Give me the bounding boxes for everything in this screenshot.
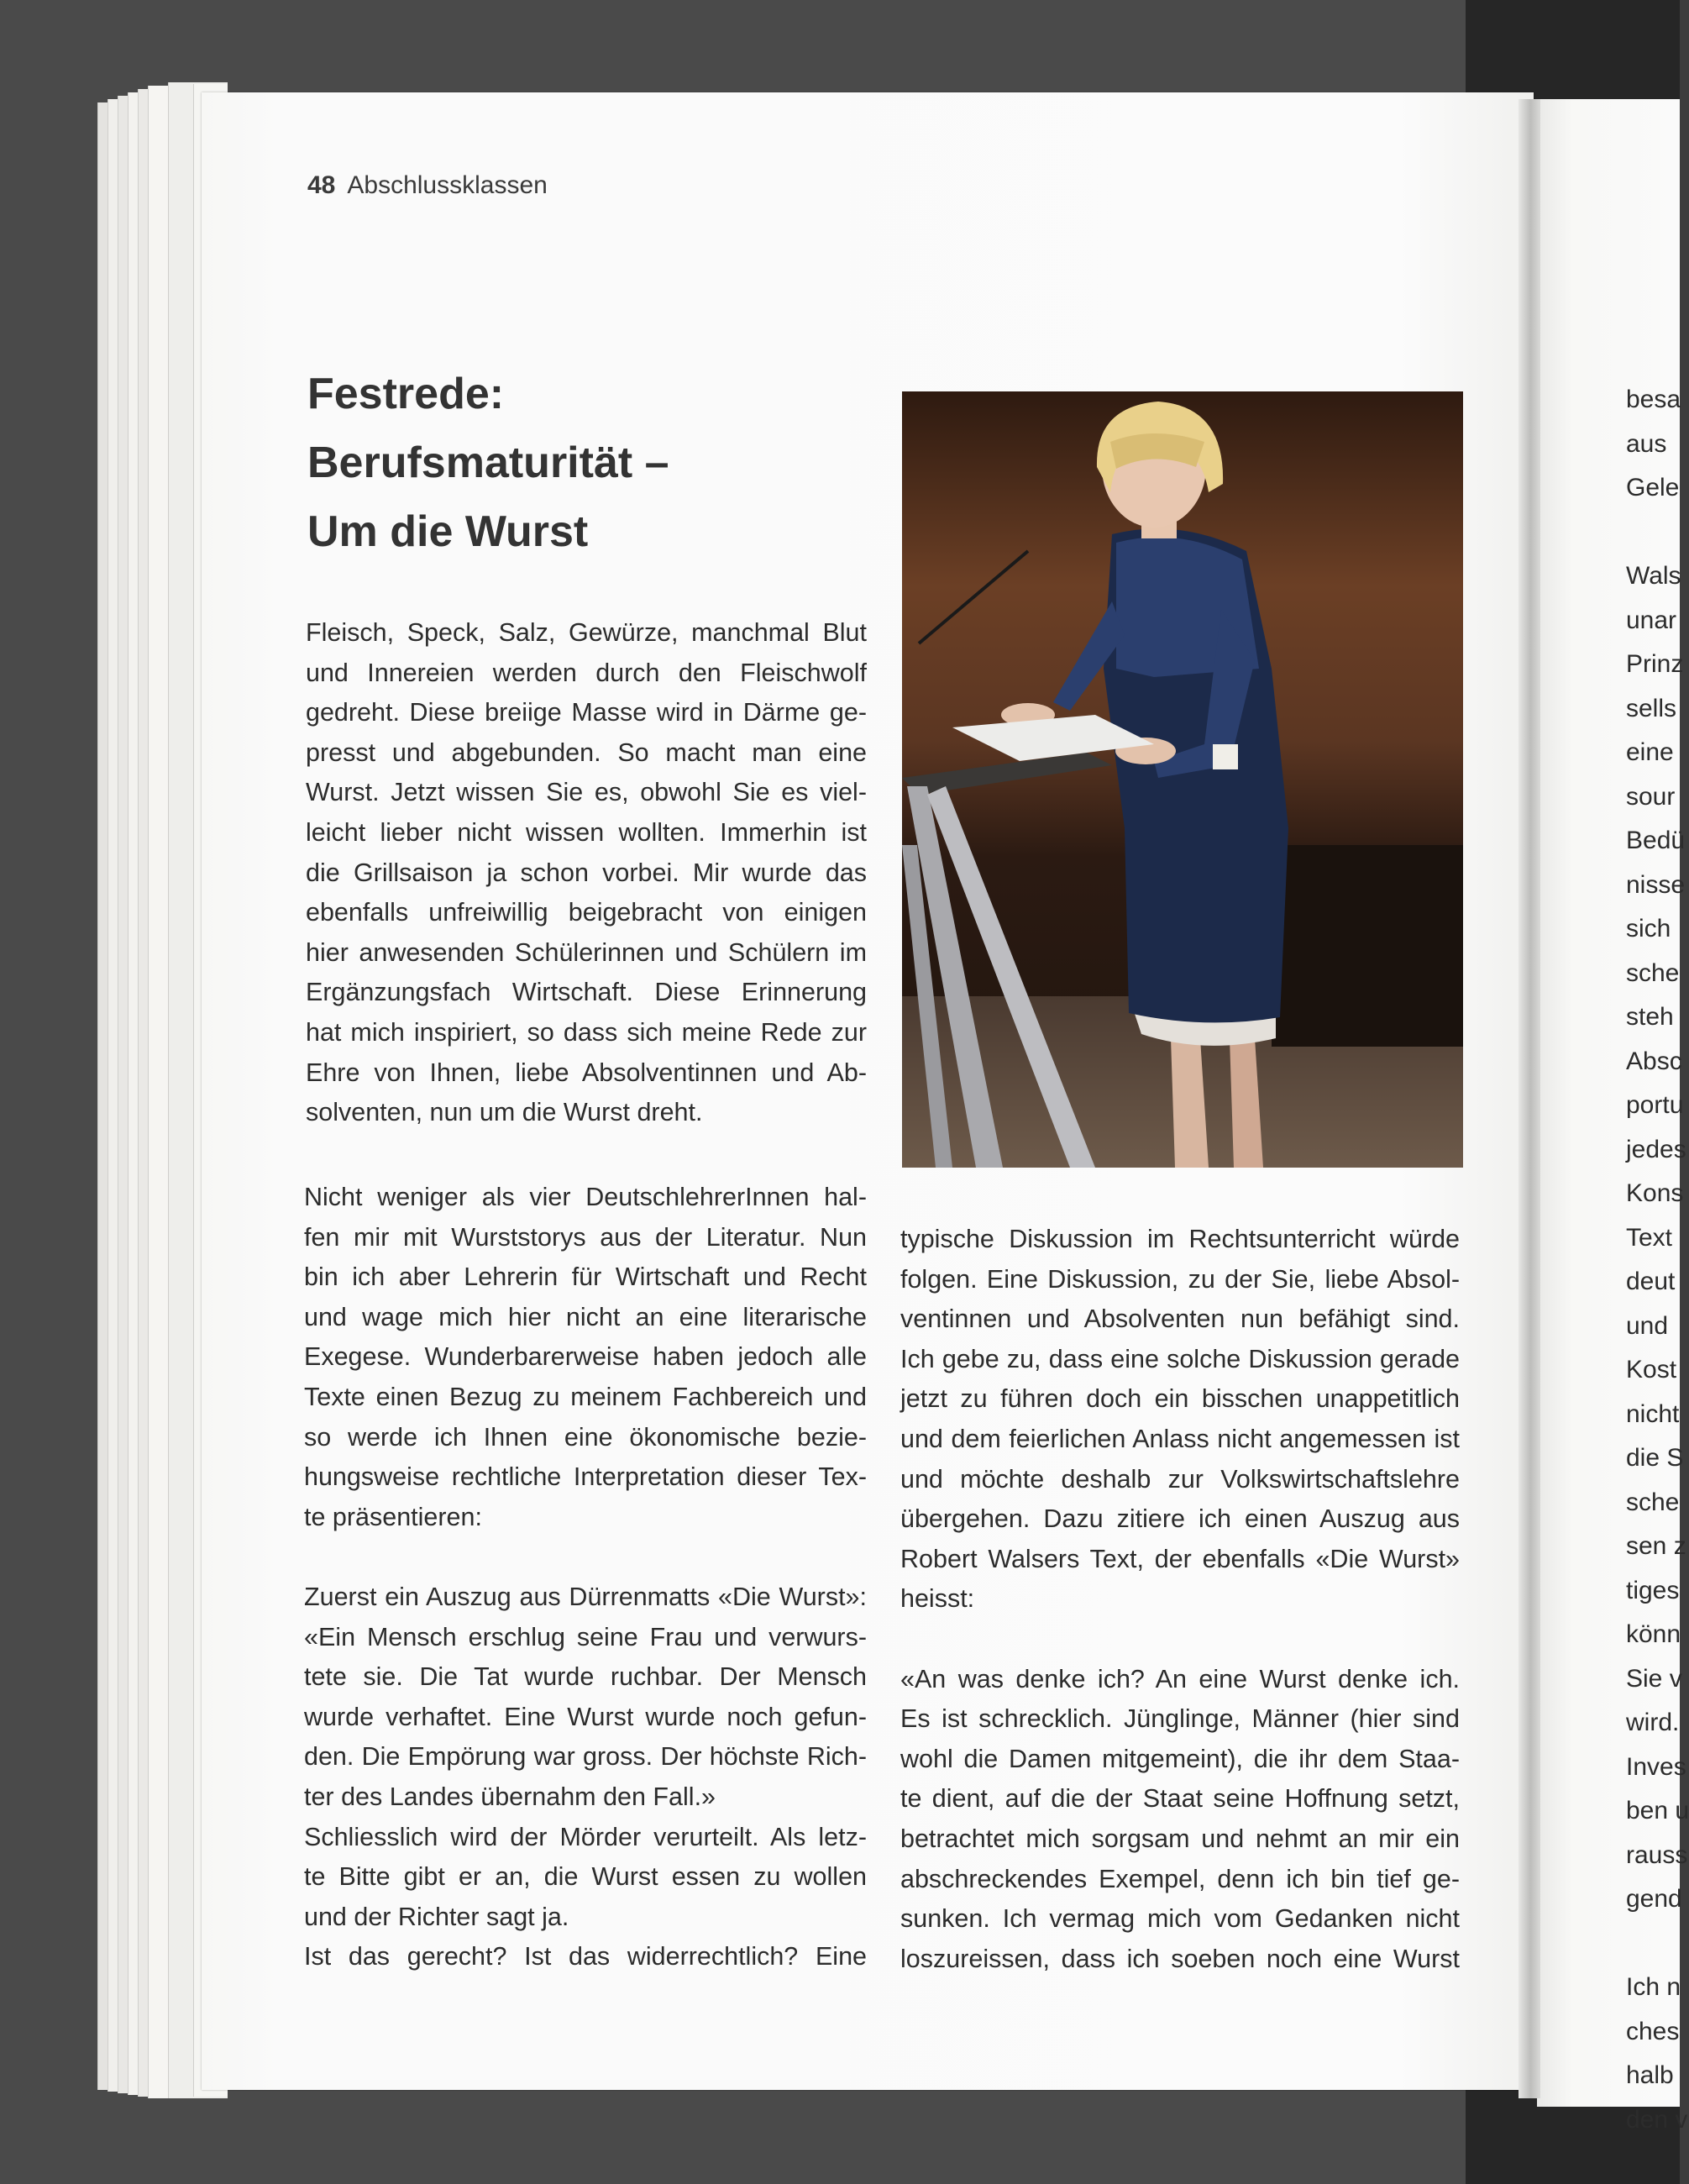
text-line: und dem feierlichen Anlass nicht angemessen ist <box>900 1424 1460 1453</box>
text-line: leicht lieber nicht wissen wollten. Immerhin ist <box>306 817 867 847</box>
text-line: Ist das gerecht? Ist das widerrechtlich? Eine <box>304 1942 867 1971</box>
title-line: Berufsmaturität – <box>307 438 669 487</box>
text-line-fragment: nisse <box>1626 870 1686 899</box>
text-line-fragment: steh <box>1626 1003 1674 1031</box>
text-line-fragment: sche <box>1626 958 1680 987</box>
text-line-fragment: den v <box>1626 2105 1688 2134</box>
text-line: und der Richter sagt ja. <box>304 1902 569 1931</box>
text-line-fragment: Absc <box>1626 1047 1682 1075</box>
text-line: te präsentieren: <box>304 1502 482 1531</box>
page-number: 48 <box>307 171 336 199</box>
paragraph-gap <box>304 1537 867 1578</box>
title-line: Festrede: <box>307 370 505 418</box>
text-line: folgen. Eine Diskussion, zu der Sie, liebe Absol- <box>900 1264 1460 1294</box>
text-line: Es ist schrecklich. Jünglinge, Männer (hier sind <box>900 1704 1460 1734</box>
text-line-fragment: sells <box>1626 694 1677 722</box>
text-line-fragment: könn <box>1626 1620 1681 1648</box>
paragraph-gap <box>1626 511 1680 555</box>
text-line-fragment: die S <box>1626 1444 1684 1472</box>
text-line-fragment: besa <box>1626 386 1681 413</box>
text-line: die Grillsaison ja schon vorbei. Mir wurde das <box>306 858 867 887</box>
text-line: wurde verhaftet. Eine Wurst wurde noch gefun- <box>304 1702 867 1731</box>
text-line: solventen, nun um die Wurst dreht. <box>306 1098 703 1127</box>
text-line: Schliesslich wird der Mörder verurteilt. Als letz- <box>304 1822 867 1851</box>
text-line-fragment: nicht <box>1626 1399 1680 1428</box>
text-line-fragment: aus <box>1626 429 1667 458</box>
text-line-fragment: ben u <box>1626 1797 1689 1824</box>
text-line: hungsweise rechtliche Interpretation dieser Tex- <box>304 1462 867 1492</box>
text-line-fragment: und <box>1626 1311 1669 1340</box>
text-line: so werde ich Ihnen eine ökonomische bezie- <box>304 1422 867 1452</box>
text-line-fragment: sche <box>1626 1488 1680 1516</box>
text-line: den. Die Empörung war gross. Der höchste Rich- <box>304 1742 867 1772</box>
paragraph-gap <box>900 1620 1460 1660</box>
speaker-photo-illustration <box>902 391 1463 1168</box>
text-line: Ergänzungsfach Wirtschaft. Diese Erinnerung <box>306 978 867 1007</box>
text-line: bin ich aber Lehrerin für Wirtschaft und Recht <box>304 1263 867 1292</box>
book-spine <box>1519 99 1540 2098</box>
text-line: Ehre von Ihnen, liebe Absolventinnen und Ab- <box>306 1058 867 1087</box>
text-line-fragment: Ich n <box>1626 1973 1681 2001</box>
article-column-right <box>900 1220 1460 1979</box>
text-line-fragment: Prinz <box>1626 650 1684 678</box>
text-line: Fleisch, Speck, Salz, Gewürze, manchmal Blut <box>306 618 867 647</box>
next-page-column <box>1626 378 1689 2142</box>
text-line: Wurst. Jetzt wissen Sie es, obwohl Sie es viel- <box>306 778 867 807</box>
text-line: loszureissen, dass ich soeben noch eine Wurst <box>900 1944 1460 1973</box>
text-line: wohl die Damen mitgemeint), die ihr dem Staa- <box>900 1744 1460 1773</box>
speaker-photo <box>902 391 1463 1168</box>
running-head <box>307 171 548 200</box>
text-line: te Bitte gibt er an, die Wurst essen zu wollen <box>304 1862 867 1892</box>
article-column-left-bottom <box>304 1178 867 1977</box>
paragraph-gap <box>1626 1922 1680 1966</box>
text-line-fragment: eine <box>1626 738 1674 766</box>
text-line-fragment: Kons <box>1626 1179 1684 1207</box>
text-line: heisst: <box>900 1584 975 1614</box>
text-line: hat mich inspiriert, so dass sich meine Rede zur <box>306 1017 867 1047</box>
text-line: gedreht. Diese breiige Masse wird in Därme ge- <box>306 698 867 727</box>
text-line: ter des Landes übernahm den Fall.» <box>304 1782 716 1811</box>
text-line: und möchte deshalb zur Volkswirtschaftslehre <box>900 1464 1460 1494</box>
text-line-fragment: sen z <box>1626 1532 1686 1560</box>
text-line: «Ein Mensch erschlug seine Frau und verwurs- <box>304 1622 867 1651</box>
text-line-fragment: gend <box>1626 1885 1682 1913</box>
text-line-fragment: Bedü <box>1626 827 1686 854</box>
text-line: ventinnen und Absolventen nun befähigt sind. <box>900 1305 1460 1334</box>
text-line-fragment: Text <box>1626 1223 1673 1252</box>
text-line: Robert Walsers Text, der ebenfalls «Die Wurst» <box>900 1544 1460 1573</box>
text-line: tete sie. Die Tat wurde ruchbar. Der Mensch <box>304 1662 867 1692</box>
text-line: Nicht weniger als vier DeutschlehrerInnen hal- <box>304 1183 867 1211</box>
text-line: betrachtet mich sorgsam und nehmt an mir ein <box>900 1824 1460 1853</box>
text-line-fragment: deut <box>1626 1268 1676 1295</box>
section-title: Abschlussklassen <box>347 171 548 199</box>
text-line: sunken. Ich vermag mich vom Gedanken nicht <box>900 1904 1460 1934</box>
text-line: ebenfalls unfreiwillig beigebracht von einigen <box>306 898 867 927</box>
text-line-fragment: sour <box>1626 782 1676 811</box>
text-line: jetzt zu führen doch ein bisschen unappetitlich <box>900 1384 1460 1414</box>
text-line: Exegese. Wunderbarerweise haben jedoch alle <box>304 1342 867 1372</box>
text-line: te dient, auf die der Staat seine Hoffnung setzt, <box>900 1784 1460 1814</box>
text-line: hier anwesenden Schülerinnen und Schülern im <box>306 937 867 967</box>
article-column-left-top <box>306 613 867 1133</box>
text-line: und Innereien werden durch den Fleischwolf <box>306 658 867 687</box>
text-line: übergehen. Dazu zitiere ich einen Auszug aus <box>900 1504 1460 1534</box>
text-line: und wage mich hier nicht an eine literarische <box>304 1302 867 1331</box>
text-line-fragment: tiges <box>1626 1576 1680 1604</box>
text-line-fragment: Sie v <box>1626 1664 1682 1693</box>
text-line-fragment: sich <box>1626 915 1671 942</box>
text-line-fragment: halb <box>1626 2061 1674 2089</box>
title-line: Um die Wurst <box>307 507 589 556</box>
text-line-fragment: unar <box>1626 606 1677 634</box>
text-line-fragment: portu <box>1626 1091 1684 1119</box>
text-line-fragment: Wals <box>1626 562 1681 590</box>
text-line: Zuerst ein Auszug aus Dürrenmatts «Die Wurst»: <box>304 1582 867 1611</box>
text-line-fragment: jedes <box>1626 1135 1686 1163</box>
text-line: fen mir mit Wurststorys aus der Literatur. Nun <box>304 1222 867 1252</box>
text-line-fragment: Inves <box>1626 1752 1686 1781</box>
text-line: «An was denke ich? An eine Wurst denke ich. <box>900 1664 1460 1693</box>
text-line: typische Diskussion im Rechtsunterricht würde <box>900 1225 1460 1253</box>
text-line-fragment: wird. <box>1626 1709 1680 1736</box>
text-line: presst und abgebunden. So macht man eine <box>306 738 867 767</box>
text-line: Texte einen Bezug zu meinem Fachbereich und <box>304 1382 867 1411</box>
text-line-fragment: ches <box>1626 2017 1680 2045</box>
text-line-fragment: Kost <box>1626 1356 1677 1383</box>
text-line-fragment: rauss <box>1626 1840 1688 1869</box>
article-title <box>307 360 853 566</box>
text-line-fragment: Gele <box>1626 474 1680 501</box>
text-line: abschreckendes Exempel, denn ich bin tief ge- <box>900 1864 1460 1893</box>
text-line: Ich gebe zu, dass eine solche Diskussion gerade <box>900 1344 1460 1373</box>
